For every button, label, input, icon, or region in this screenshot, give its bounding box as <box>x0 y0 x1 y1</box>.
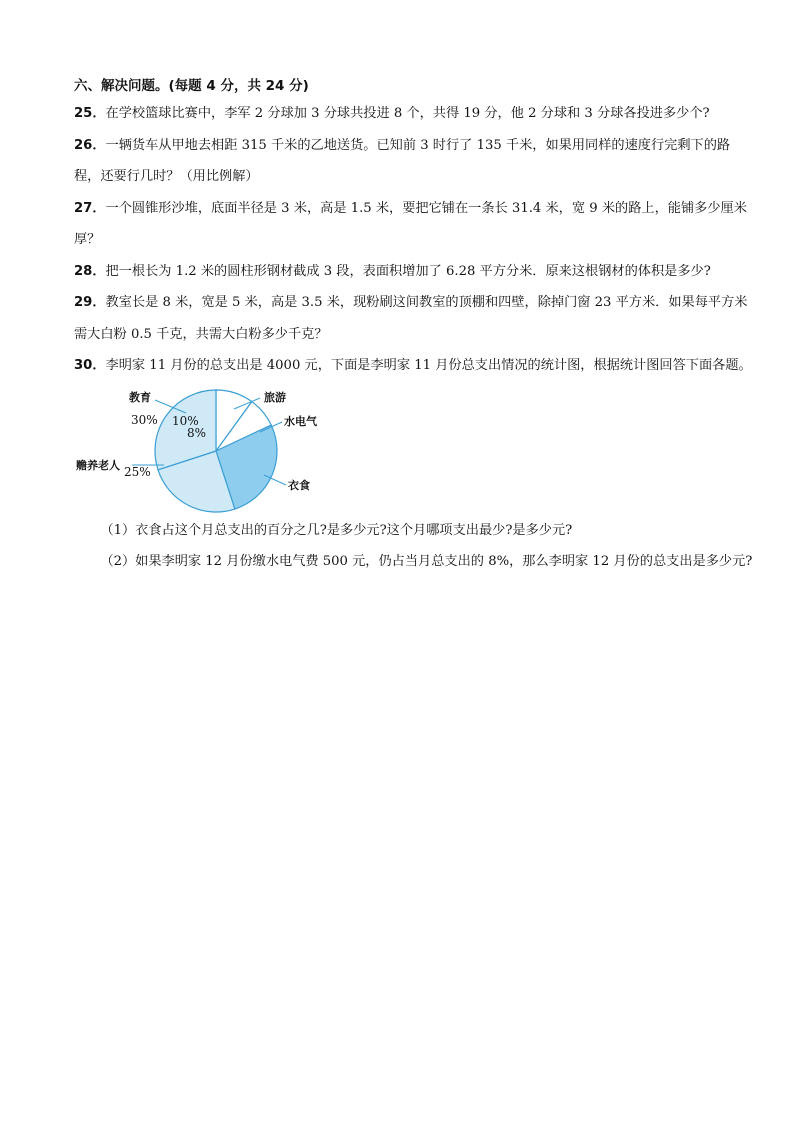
pie-category-label-4: 教育 <box>129 390 151 404</box>
problem-number: 29． <box>74 295 106 310</box>
expense-pie-chart <box>74 385 374 515</box>
pie-category-label-3: 赡养老人 <box>76 458 120 472</box>
problem-text: 一个圆锥形沙堆，底面半径是 3 米，高是 1.5 米，要把它铺在一条长 31.4 米，宽 9 米的路上，能铺多少厘米厚？ <box>74 200 747 247</box>
problem-29 <box>74 287 754 350</box>
problem-text: 一辆货车从甲地去相距 315 千米的乙地送货。已知前 3 时行了 135 千米，如果用同样的速度行完剩下的路程，还要行几时？（用比例解） <box>74 137 731 184</box>
problem-text: 李明家 11 月份的总支出是 4000 元，下面是李明家 11 月份总支出情况的统计图，根据统计图回答下面各题。 <box>105 358 752 373</box>
problem-number: 28． <box>74 263 106 279</box>
problem-number: 26． <box>74 137 106 153</box>
problem-text: 教室长是 8 米，宽是 5 米，高是 3.5 米，现粉刷这间教室的顶棚和四壁，除掉门窗 23 平方米．如果每平方米需大白粉 0.5 千克，共需大白粉多少千克？ <box>74 295 748 342</box>
pie-category-label-2: 衣食 <box>288 478 310 492</box>
problem-26 <box>74 130 754 193</box>
section-title: 六、解决问题。(每题 4 分，共 24 分) <box>74 78 309 94</box>
problem-number: 25． <box>74 106 106 121</box>
pie-percent-label-3: 25% <box>124 464 151 479</box>
problem-text: 把一根长为 1.2 米的圆柱形钢材截成 3 段，表面积增加了 6.28 平方分米．原来这根钢材的体积是多少? <box>105 263 711 279</box>
subquestion-2: （2）如果李明家 12 月份缴水电气费 500 元，仍占当月总支出的 8%，那么李明家 12 月份的总支出是多少元? <box>100 554 753 569</box>
problem-number: 27． <box>74 200 106 216</box>
problem-30 <box>74 350 754 382</box>
pie-percent-label-4: 30% <box>131 412 158 427</box>
worksheet-content <box>74 74 754 578</box>
problem-28 <box>74 256 754 288</box>
subquestion-1: （1）衣食占这个月总支出的百分之几?是多少元?这个月哪项支出最少?是多少元? <box>100 522 573 538</box>
pie-percent-label-0: 10% <box>172 413 199 428</box>
problem-25 <box>74 98 754 130</box>
pie-percent-label-1: 8% <box>187 425 207 440</box>
problem-27 <box>74 193 754 256</box>
problem-number: 30． <box>74 358 106 373</box>
pie-category-label-1: 水电气 <box>284 414 317 428</box>
problem-text: 在学校篮球比赛中，李军 2 分球加 3 分球共投进 8 个，共得 19 分，他 2 分球和 3 分球各投进多少个? <box>105 106 710 121</box>
pie-chart-svg <box>74 385 374 515</box>
pie-category-label-0: 旅游 <box>264 390 286 404</box>
